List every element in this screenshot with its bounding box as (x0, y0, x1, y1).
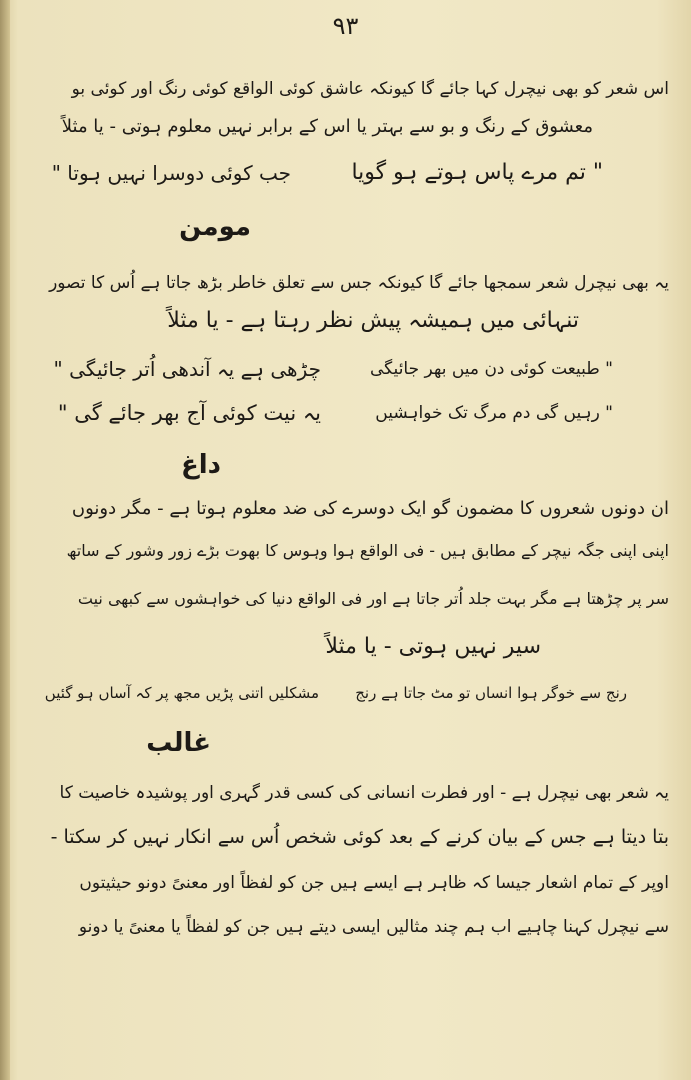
verse-first-hemistich: رنج سے خوگر ہوا انساں تو مٹ جاتا ہے رنج (355, 684, 627, 702)
text-line: یہ بھی نیچرل شعر سمجھا جائے گا کیونکہ جس سے تعلق خاطر بڑھ جاتا ہے اُس کا تصور (49, 273, 669, 293)
verse-second-hemistich: جب کوئی دوسرا نہیں ہوتا " (51, 161, 291, 185)
text-line: سر پر چڑھتا ہے مگر بہت جلد اُتر جاتا ہے اور فی الواقع دنیا کی خواہشوں سے کبھی نیت (77, 589, 669, 608)
verse-first-hemistich: " رہیں گی دم مرگ تک خواہشیں (375, 403, 613, 423)
text-line: سیر نہیں ہوتی - یا مثلاً (325, 634, 541, 659)
verse-first-hemistich: " طبیعت کوئی دن میں بھر جائیگی (370, 359, 613, 379)
verse-second-hemistich: مشکلیں اتنی پڑیں مجھ پر کہ آساں ہو گئیں (44, 684, 319, 702)
poet-signature: داغ (180, 450, 221, 480)
verse-second-hemistich: چڑھی ہے یہ آندھی اُتر جائیگی " (53, 357, 321, 381)
text-line: معشوق کے رنگ و بو سے بہتر یا اس کے برابر نہیں معلوم ہوتی - یا مثلاً (61, 116, 593, 137)
text-line: بتا دیتا ہے جس کے بیان کرنے کے بعد کوئی شخص اُس سے انکار نہیں کر سکتا - (50, 826, 669, 848)
verse-second-hemistich: یہ نیت کوئی آج بھر جائے گی " (57, 401, 321, 425)
page-number: ۹۳ (332, 12, 359, 40)
text-line: اوپر کے تمام اشعار جیسا کہ ظاہر ہے ایسے ہیں جن کو لفظاً اور معنیً دونو حیثیتوں (79, 873, 669, 893)
poet-signature: غالب (146, 728, 211, 758)
text-line: یہ شعر بھی نیچرل ہے - اور فطرت انسانی کی کسی قدر گہری اور پوشیدہ خاصیت کا (59, 783, 669, 803)
text-line: اپنی اپنی جگہ نیچر کے مطابق ہیں - فی الواقع ہوا وہوس کا بھوت بڑے زور وشور کے ساتھ (66, 541, 669, 560)
verse-first-hemistich: " تم مرے پاس ہوتے ہو گویا (351, 160, 603, 185)
text-line: تنہائی میں ہمیشہ پیش نظر رہتا ہے - یا مثلاً (167, 308, 579, 333)
text-line: ان دونوں شعروں کا مضمون گو ایک دوسرے کی ضد معلوم ہوتا ہے - مگر دونوں (71, 498, 669, 519)
text-line: اس شعر کو بھی نیچرل کہا جائے گا کیونکہ عاشق کوئی الواقع کوئی رنگ اور کوئی بو (71, 79, 669, 99)
poet-signature: مومن (179, 212, 251, 242)
page-binding-edge (0, 0, 10, 1080)
text-line: سے نیچرل کہنا چاہیے اب ہم چند مثالیں ایسی دیتے ہیں جن کو لفظاً یا معنیً یا دونو (78, 917, 669, 937)
